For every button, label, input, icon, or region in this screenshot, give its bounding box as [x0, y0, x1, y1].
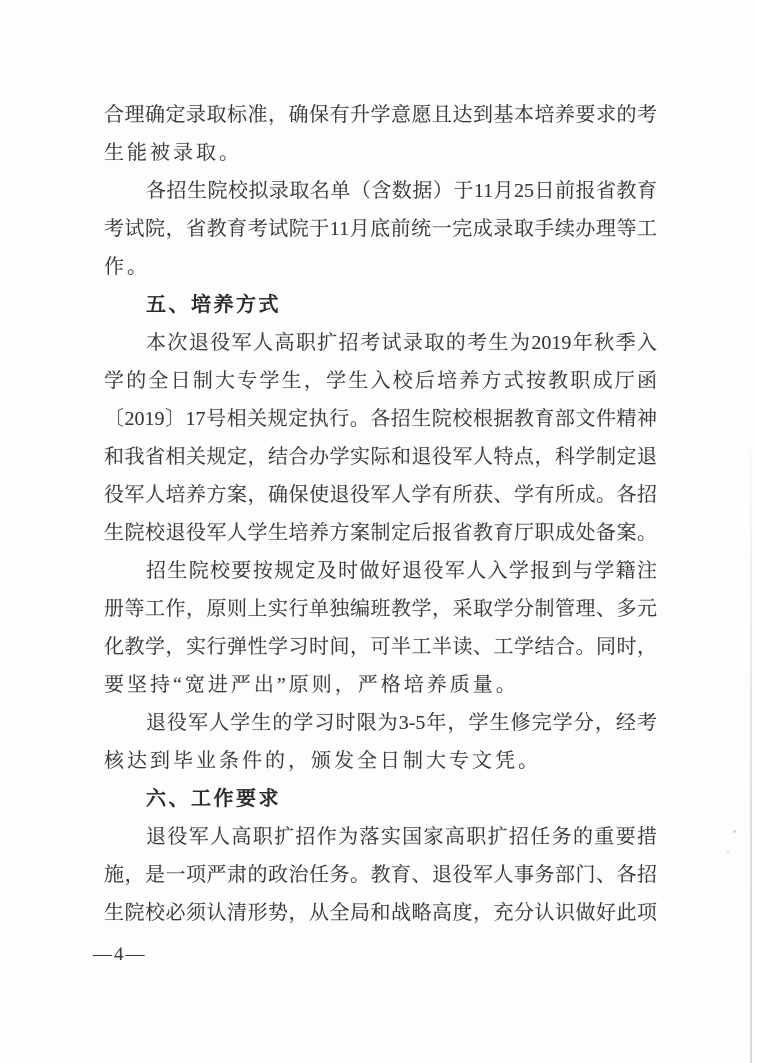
- text-line: 施，是一项严肃的政治任务。教育、退役军人事务部门、各招: [104, 864, 657, 886]
- text-line: 核达到毕业条件的，颁发全日制大专文凭。: [104, 750, 541, 772]
- text-line: 退役军人高职扩招作为落实国家高职扩招任务的重要措: [146, 826, 657, 848]
- text-line: 生院校退役军人学生培养方案制定后报省教育厅职成处备案。: [104, 522, 657, 544]
- text-line: 〔2019〕17号相关规定执行。各招生院校根据教育部文件精神: [104, 408, 657, 430]
- scan-speck: [727, 851, 729, 853]
- text-line: 作。: [104, 256, 150, 278]
- text-line: 和我省相关规定，结合办学实际和退役军人特点，科学制定退: [104, 446, 657, 468]
- text-line: 册等工作，原则上实行单独编班教学，采取学分制管理、多元: [104, 598, 657, 620]
- text-line: 化教学，实行弹性学习时间，可半工半读、工学结合。同时，: [104, 636, 657, 658]
- text-line: 招生院校要按规定及时做好退役军人入学报到与学籍注: [146, 560, 657, 582]
- document-text-block: [104, 96, 657, 932]
- text-line: 退役军人学生的学习时限为3-5年，学生修完学分，经考: [146, 712, 657, 734]
- section-heading-training: 五、培养方式: [146, 294, 281, 316]
- page-number: —4—: [93, 944, 147, 965]
- text-line: 生能被录取。: [104, 142, 242, 164]
- scan-speck: [733, 830, 736, 833]
- text-line: 考试院，省教育考试院于11月底前统一完成录取手续办理等工: [104, 218, 657, 240]
- text-line: 生院校必须认清形势，从全局和战略高度，充分认识做好此项: [104, 902, 657, 924]
- text-line: 本次退役军人高职扩招考试录取的考生为2019年秋季入: [146, 332, 657, 354]
- text-line: 学的全日制大专学生，学生入校后培养方式按教职成厅函: [104, 370, 657, 392]
- text-line: 合理确定录取标准，确保有升学意愿且达到基本培养要求的考: [104, 104, 657, 126]
- text-line: 各招生院校拟录取名单（含数据）于11月25日前报省教育: [146, 180, 657, 202]
- scan-edge-artifact: [750, 420, 752, 1063]
- section-heading-work-requirements: 六、工作要求: [146, 788, 281, 810]
- text-line: 役军人培养方案，确保使退役军人学有所获、学有所成。各招: [104, 484, 657, 506]
- text-line: 要坚持“宽进严出”原则，严格培养质量。: [104, 674, 519, 696]
